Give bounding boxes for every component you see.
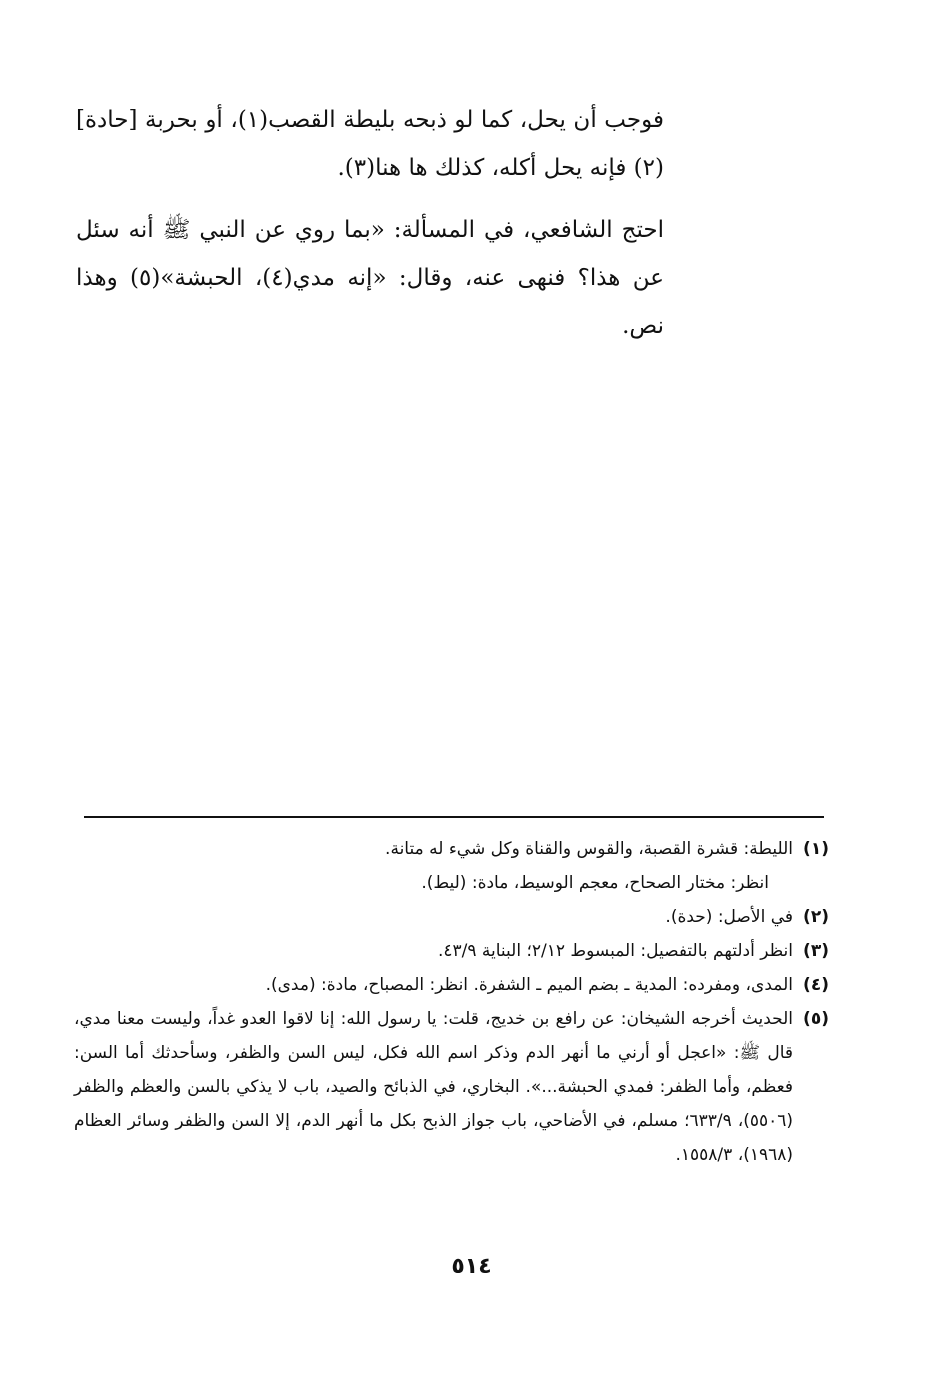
footnote-text: في الأصل: (حدة).	[665, 907, 793, 927]
footnote-number: (٣)	[803, 941, 829, 961]
main-paragraph-2: احتج الشافعي، في المسألة: «بما روي عن النبي ﷺ أنه سئل عن هذا؟ فنهى عنه، وقال: «إنه مدي(٤)، الحبشة»(٥) وهذا نص.	[76, 217, 665, 339]
footnote-text: انظر أدلتهم بالتفصيل: المبسوط ٢/١٢؛ البناية ٤٣/٩.	[437, 941, 793, 961]
main-paragraph-1: فوجب أن يحل، كما لو ذبحه بليطة القصب(١)، أو بحربة [حادة](٢) فإنه يحل أكله، كذلك ها هنا(٣).	[76, 107, 664, 181]
footnote-text: انظر: مختار الصحاح، معجم الوسيط، مادة: (ليط).	[421, 873, 769, 893]
footnote-2	[74, 900, 829, 934]
footnote-1	[74, 832, 829, 866]
footnote-4	[74, 968, 829, 1002]
footnote-text: الليطة: قشرة القصبة، والقوس والقناة وكل شيء له متانة.	[385, 839, 793, 859]
footnote-text: الحديث أخرجه الشيخان: عن رافع بن خديج، قلت: يا رسول الله: إنا لاقوا العدو غداً، وليست معنا مدي، قال ﷺ: «اعجل أو أرني ما أنهر الدم وذكر اسم الله فكل، ليس السن والظفر، وسأحدثك أما السن: فعظم، وأما الظفر: فمدي الحبشة...». البخاري، في الذبائح والصيد، باب لا يذكي بالسن والعظم والظفر (٥٥٠٦)، ٦٣٣/٩؛ مسلم، في الأضاحي، باب جواز الذبح بكل ما أنهر الدم، إلا السن والظفر وسائر العظام (١٩٦٨)، ١٥٥٨/٣.	[74, 1009, 794, 1165]
footnote-number: (٤)	[803, 975, 829, 995]
footnote-5	[74, 1002, 829, 1172]
footnote-number: (٢)	[803, 907, 829, 927]
footnote-number: (٥)	[803, 1009, 829, 1029]
footnote-1-continuation	[74, 866, 829, 900]
footnotes	[74, 832, 829, 1172]
page-number: ٥١٤	[451, 1254, 492, 1279]
footnote-3	[74, 934, 829, 968]
footnote-number: (١)	[803, 839, 829, 859]
footnote-text: المدى، ومفرده: المدية ـ بضم الميم ـ الشفرة. انظر: المصباح، مادة: (مدى).	[265, 975, 793, 995]
footnote-separator	[84, 816, 824, 818]
